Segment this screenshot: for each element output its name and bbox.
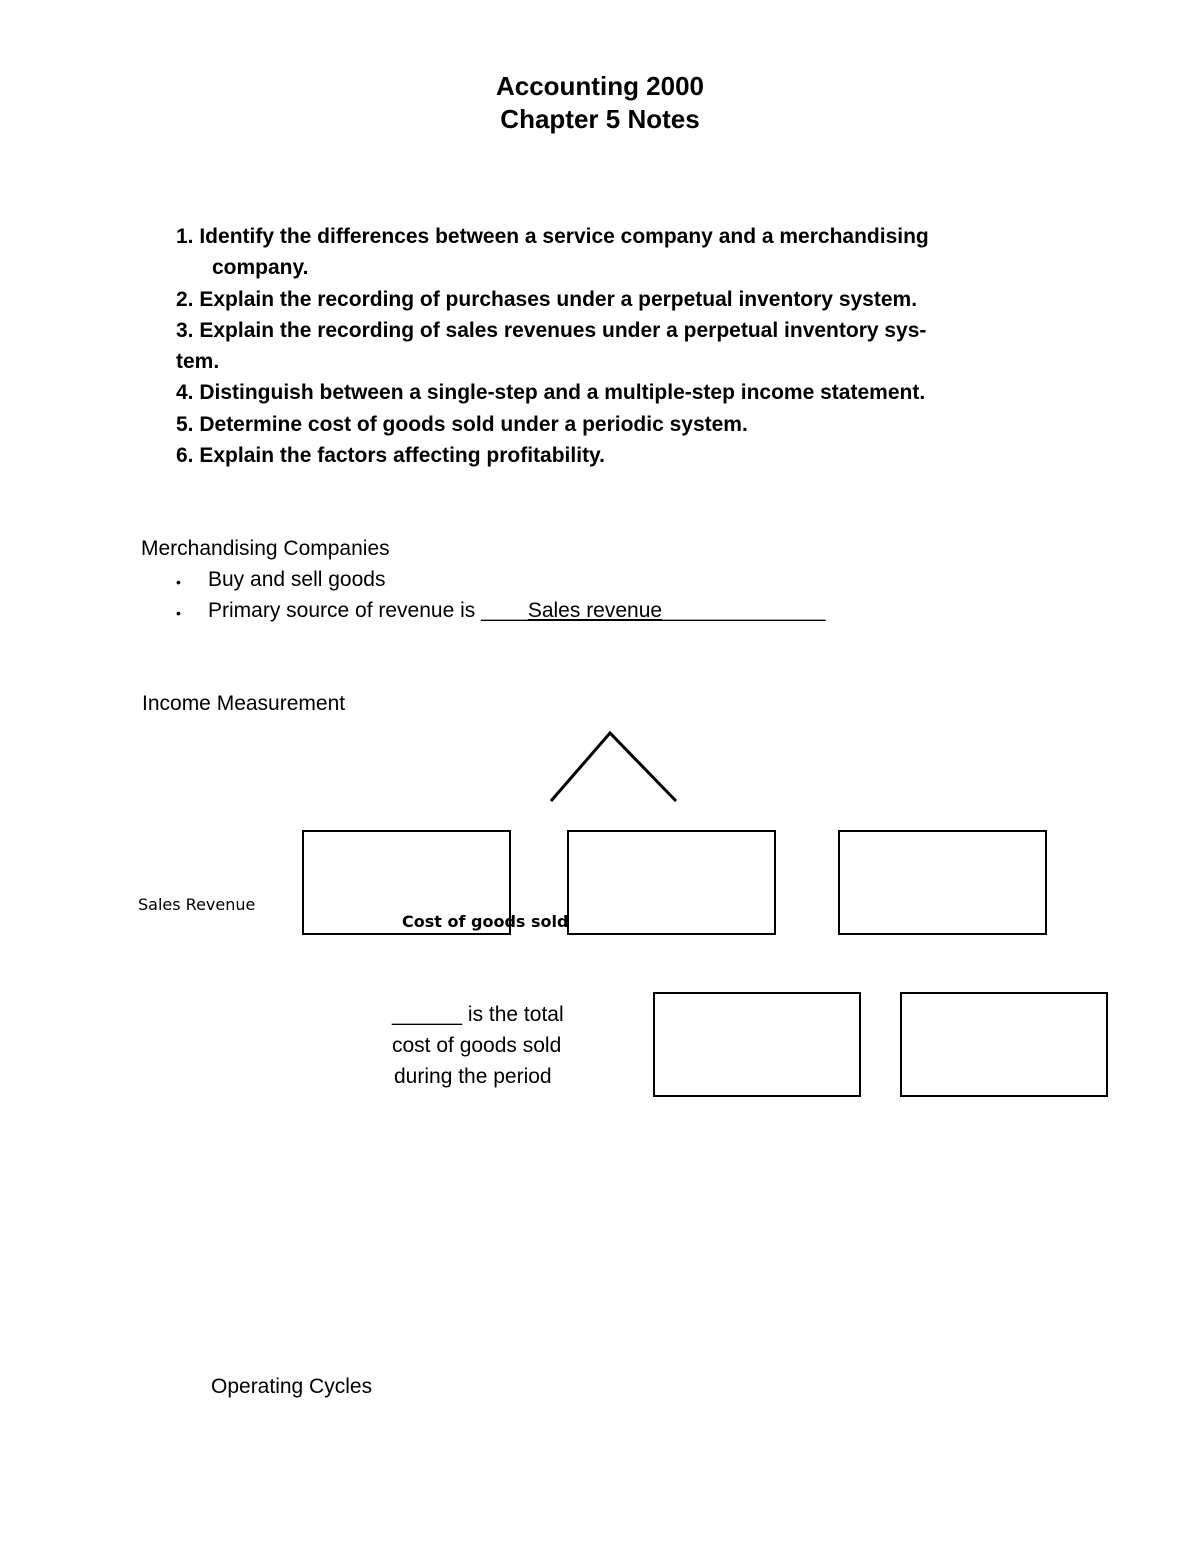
blank-before: ____ bbox=[481, 599, 528, 622]
blank-after: ______________ bbox=[662, 599, 826, 622]
objective-line: 5. Determine cost of goods sold under a periodic system. bbox=[176, 413, 748, 436]
diagram-box-4 bbox=[653, 992, 861, 1097]
bullet-dot: • bbox=[176, 574, 181, 590]
cogs-note-line: cost of goods sold bbox=[392, 1034, 562, 1057]
diagram-box-3 bbox=[838, 830, 1047, 935]
page-subtitle: Chapter 5 Notes bbox=[500, 104, 700, 134]
cogs-note-line: during the period bbox=[394, 1065, 552, 1088]
objective-line: 2. Explain the recording of purchases under a perpetual inventory system. bbox=[176, 288, 918, 311]
merchandising-heading: Merchandising Companies bbox=[141, 537, 390, 560]
objective-line: 6. Explain the factors affecting profitability. bbox=[176, 444, 606, 467]
income-heading: Income Measurement bbox=[142, 692, 346, 715]
operating-cycles-heading: Operating Cycles bbox=[211, 1375, 373, 1398]
sales-revenue-label: Sales Revenue bbox=[138, 895, 256, 914]
bullet-primary-source bbox=[208, 598, 826, 624]
bullet-dot: • bbox=[176, 605, 181, 621]
diagram-box-5 bbox=[900, 992, 1108, 1097]
cogs-note-line: ______ is the total bbox=[392, 1003, 564, 1026]
page-title: Accounting 2000 bbox=[495, 71, 705, 101]
sales-revenue-answer: Sales revenue bbox=[527, 599, 663, 622]
objective-line: tem. bbox=[176, 350, 220, 373]
cogs-label: Cost of goods sold bbox=[402, 912, 569, 931]
objective-line: 4. Distinguish between a single-step and a multiple-step income statement. bbox=[176, 381, 926, 404]
objective-line: 1. Identify the differences between a service company and a merchandising bbox=[176, 225, 929, 248]
objective-line: 3. Explain the recording of sales revenues under a perpetual inventory sys- bbox=[176, 319, 927, 342]
diagram-box-2 bbox=[567, 830, 776, 935]
roof-caret-shape bbox=[540, 725, 690, 810]
bullet-buy-sell: Buy and sell goods bbox=[208, 568, 386, 591]
objective-line: company. bbox=[212, 256, 309, 279]
primary-source-prefix: Primary source of revenue is bbox=[208, 599, 482, 622]
